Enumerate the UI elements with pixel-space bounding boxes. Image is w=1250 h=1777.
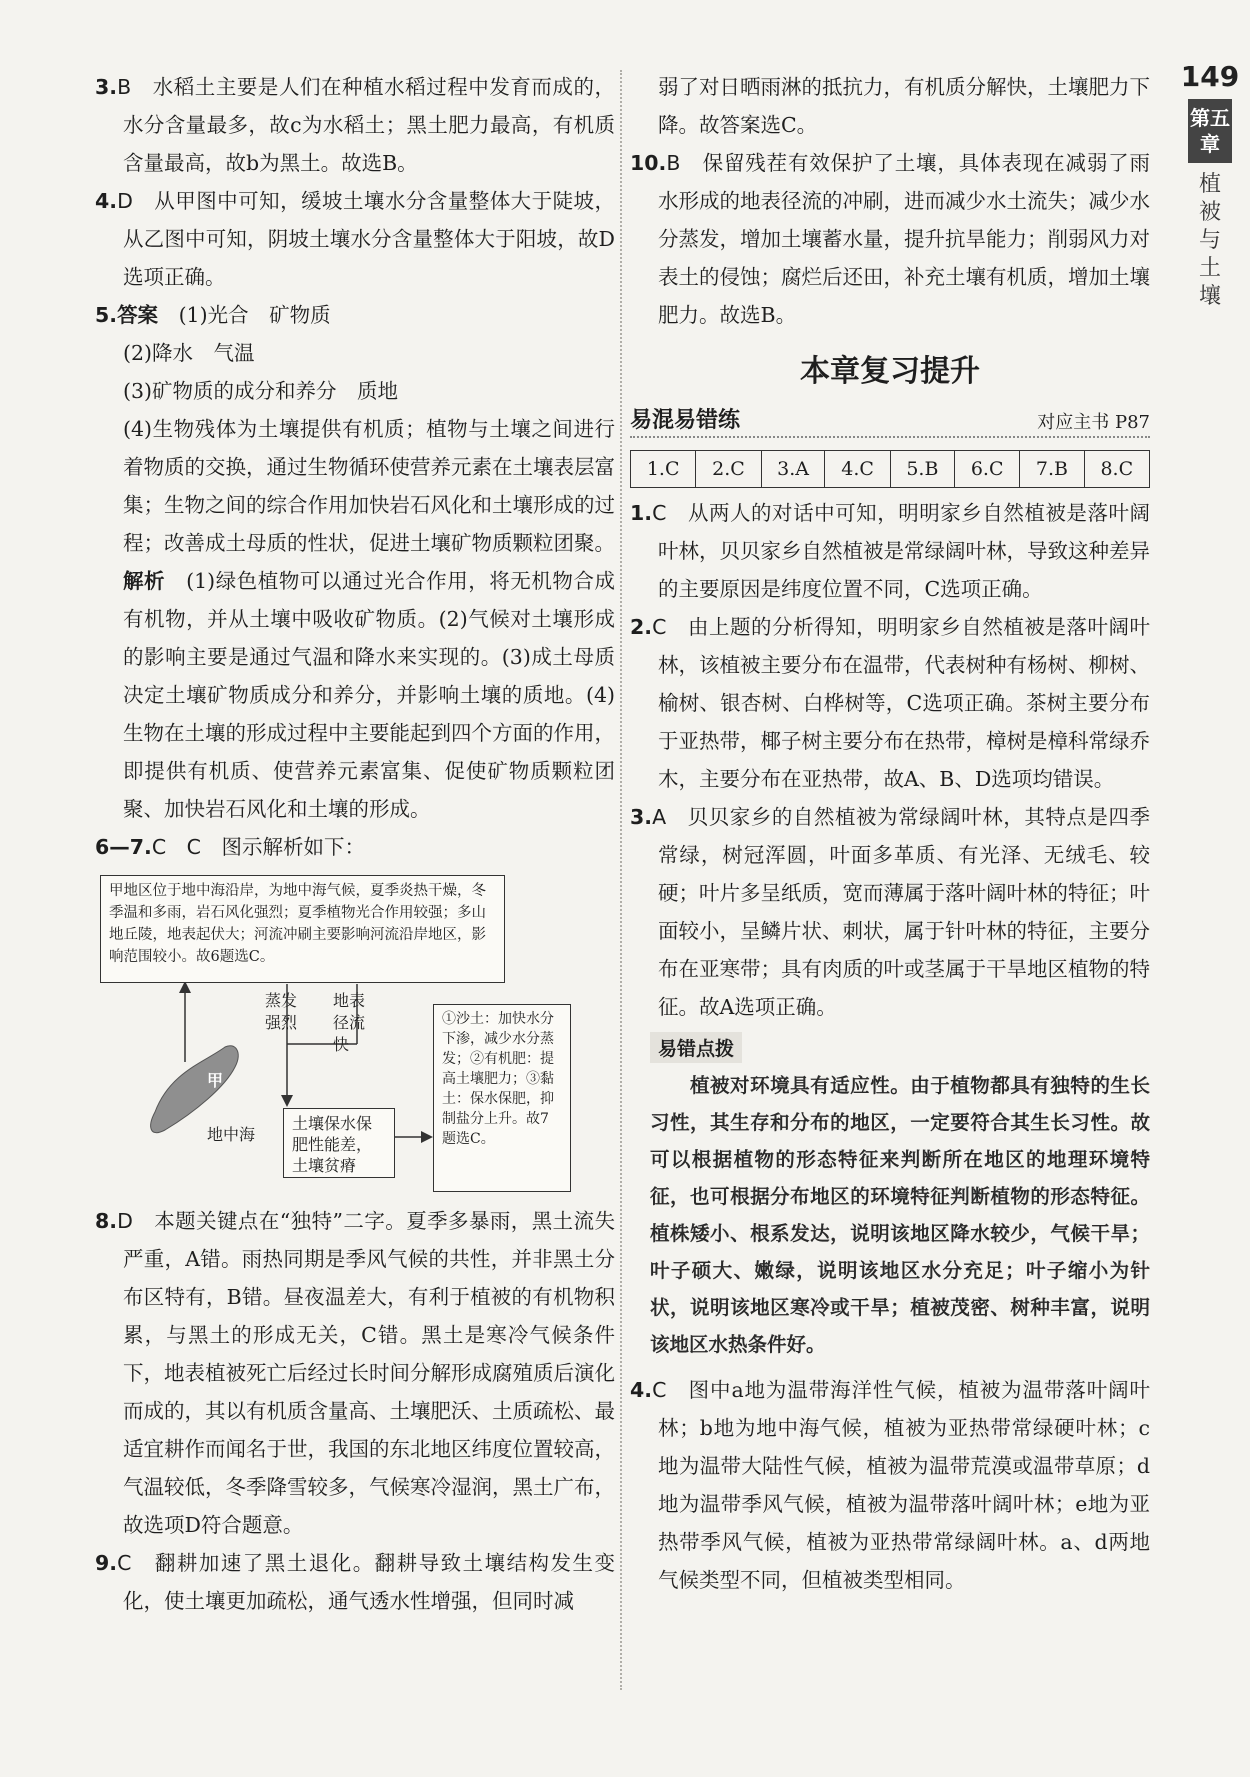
answer-9: 9.C 翻耕加速了黑土退化。翻耕导致土壤结构发生变化，使土壤更加疏松，通气透水性增强，但同时减 — [95, 1551, 616, 1613]
review-answer-1: 1.C 从两人的对话中可知，明明家乡自然植被是落叶阔叶林，贝贝家乡自然植被是常绿阔叶林，导致这种差异的主要原因是纬度位置不同，C选项正确。 — [630, 501, 1151, 601]
chapter-title: 植被与土壤 — [1198, 172, 1221, 309]
answer-key-cell: 1.C — [631, 451, 696, 488]
diagram-label-evap: 蒸发强烈 — [265, 991, 298, 1032]
answer-8: 8.D 本题关键点在“独特”二字。夏季多暴雨，黑土流失严重，A错。雨热同期是季风气候的共性，并非黑土分布区特有，B错。昼夜温差大，有利于植被的有机物积累，与黑土的形成无关，C错。黑土是寒冷气候条件下，地表植被死亡后经过长时间分解形成腐殖质后演化而成的，其以有机质含量高、土壤肥沃、土质疏松、最适宜耕作而闻名于世，我国的东北地区纬度位置较高，气温较低，冬季降雪较多，气候寒冷湿润，黑土广布，故选项D符合题意。 — [95, 1209, 616, 1537]
review-answer-2: 2.C 由上题的分析得知，明明家乡自然植被是落叶阔叶林，该植被主要分布在温带，代表树种有杨树、柳树、榆树、银杏树、白桦树等，C选项正确。茶树主要分布于亚热带，椰子树主要分布在热带，樟树是樟科常绿乔木，主要分布在亚热带，故A、B、D选项均错误。 — [630, 615, 1151, 791]
answer-key-cell: 2.C — [696, 451, 761, 488]
answer-key-cell: 5.B — [890, 451, 954, 488]
drill-title: 易混易错练 — [630, 403, 746, 434]
mediterranean-region-shape — [151, 1046, 239, 1133]
answer-5-part2: (2)降水 气温 — [123, 341, 255, 365]
answer-5-heading: 5.答案 (1)光合 矿物质 — [95, 303, 331, 327]
right-column — [630, 68, 1150, 1599]
chapter-label: 第五章 — [1188, 99, 1232, 163]
diagram-label-runoff: 地表径流快 — [333, 991, 366, 1054]
answer-9-continued: 弱了对日晒雨淋的抵抗力，有机质分解快，土壤肥力下降。故答案选C。 — [658, 75, 1150, 137]
answer-key-cell: 6.C — [955, 451, 1020, 488]
diagram-mid-box: 土壤保水保肥性能差，土壤贫瘠 — [283, 1108, 395, 1178]
diagram-right-box: ①沙土：加快水分下渗，减少水分蒸发；②有机肥：提高土壤肥力；③黏土：保水保肥，抑制盐分上升。故7题选C。 — [433, 1004, 571, 1192]
section-title: 本章复习提升 — [800, 354, 980, 389]
answer-key-cell: 4.C — [825, 451, 890, 488]
answer-5-analysis: 解析 (1)绿色植物可以通过光合作用，将无机物合成有机物，并从土壤中吸收矿物质。(2)气候对土壤形成的影响主要是通过气温和降水来实现的。(3)成土母质决定土壤矿物质成分和养分，并影响土壤的质地。(4)生物在土壤的形成过程中主要能起到四个方面的作用，即提供有机质、使营养元素富集、促使矿物质颗粒团聚、加快岩石风化和土壤的形成。 — [123, 569, 616, 821]
answer-key-table — [630, 450, 1150, 488]
answer-key-cell: 8.C — [1084, 451, 1149, 488]
column-divider — [620, 70, 622, 1690]
answer-5-part3: (3)矿物质的成分和养分 质地 — [123, 379, 399, 403]
analysis-diagram — [95, 872, 615, 1194]
diagram-top-box: 甲地区位于地中海沿岸，为地中海气候，夏季炎热干燥，冬季温和多雨，岩石风化强烈；夏季植物光合作用较强；多山地丘陵，地表起伏大；河流冲刷主要影响河流沿岸地区，影响范围较小。故6题选C。 — [100, 875, 505, 983]
review-answer-3: 3.A 贝贝家乡的自然植被为常绿阔叶林，其特点是四季常绿，树冠浑圆，叶面多革质、有光泽、无绒毛、较硬；叶片多呈纸质，宽而薄属于落叶阔叶林的特征；叶面较小，呈鳞片状、刺状，属于针叶林的特征，主要分布在亚寒带；具有肉质的叶或茎属于干旱地区植物的特征。故A选项正确。 — [630, 805, 1151, 1019]
page-number: 149 — [1180, 60, 1240, 93]
answer-10: 10.B 保留残茬有效保护了土壤，具体表现在减弱了雨水形成的地表径流的冲刷，进而减少水土流失；减少水分蒸发，增加土壤蓄水量，提升抗旱能力；削弱风力对表土的侵蚀；腐烂后还田，补充土壤有机质，增加土壤肥力。故选B。 — [630, 151, 1151, 327]
review-answer-4: 4.C 图中a地为温带海洋性气候，植被为温带落叶阔叶林；b地为地中海气候，植被为亚热带常绿硬叶林；c地为温带大陆性气候，植被为温带荒漠或温带草原；d地为温带季风气候，植被为温带落叶阔叶林；e地为亚热带季风气候，植被为亚热带常绿阔叶林。a、d两地气候类型不同，但植被类型相同。 — [630, 1378, 1150, 1592]
answer-3: 3.B 水稻土主要是人们在种植水稻过程中发育而成的，水分含量最多，故c为水稻土；黑土肥力最高，有机质含量最高，故b为黑土。故选B。 — [95, 75, 616, 175]
drill-reference: 对应主书 P87 — [1031, 408, 1150, 434]
answer-key-cell: 7.B — [1020, 451, 1084, 488]
diagram-sea-label: 地中海 — [207, 1125, 256, 1144]
tip-text: 植被对环境具有适应性。由于植物都具有独特的生长习性，其生存和分布的地区，一定要符合其生长习性。故可以根据植物的形态特征来判断所在地区的地理环境特征，也可根据分布地区的环境特征判断植物的形态特征。植株矮小、根系发达，说明该地区降水较少，气候干旱；叶子硕大、嫩绿，说明该地区水分充足；叶子缩小为针状，说明该地区寒冷或干旱；植被茂密、树种丰富，说明该地区水热条件好。 — [650, 1074, 1150, 1356]
drill-header — [630, 400, 1150, 438]
tip-title: 易错点拨 — [650, 1032, 742, 1063]
answer-5-part4: (4)生物残体为土壤提供有机质；植物与土壤之间进行着物质的交换，通过生物循环使营养元素在土壤表层富集；生物之间的综合作用加快岩石风化和土壤形成的过程；改善成土母质的性状，促进土壤矿物质颗粒团聚。 — [123, 417, 615, 555]
diagram-map-label: 甲 — [207, 1071, 224, 1090]
answer-key-cell: 3.A — [761, 451, 825, 488]
answer-6-7: 6—7.C C 图示解析如下： — [95, 835, 365, 859]
page-sidebar — [1170, 60, 1250, 311]
left-column — [95, 68, 615, 1620]
answer-4: 4.D 从甲图中可知，缓坡土壤水分含量整体大于陡坡，从乙图中可知，阴坡土壤水分含量整体大于阳坡，故D选项正确。 — [95, 189, 616, 289]
